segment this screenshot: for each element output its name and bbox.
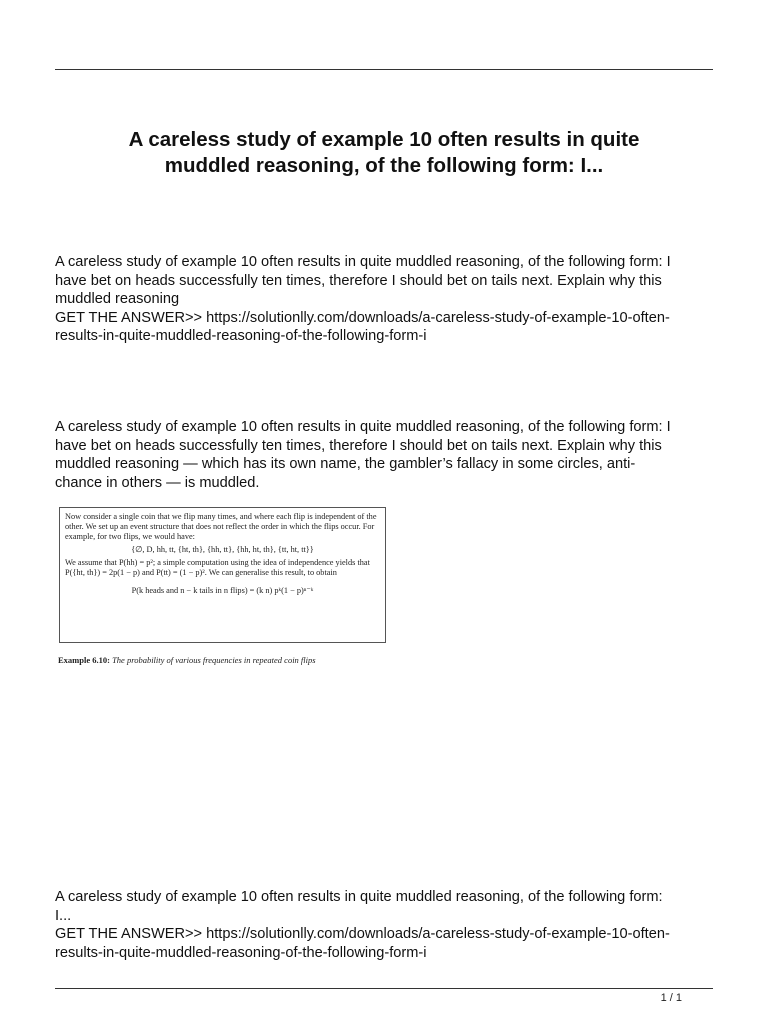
intro-paragraph: [55, 253, 715, 346]
caption-text: The probability of various frequencies in repeated coin flips: [112, 655, 316, 665]
answer-link-line[interactable]: results-in-quite-muddled-reasoning-of-the-following-form-i: [55, 328, 427, 344]
paragraph-line: muddled reasoning — which has its own name, the gambler’s fallacy in some circles, anti-: [55, 456, 636, 472]
caption-label: Example 6.10:: [58, 655, 110, 665]
header-rule: [55, 69, 713, 70]
footer-rule: [55, 988, 713, 989]
paragraph-line: chance in others — is muddled.: [55, 474, 260, 491]
title-line-2: muddled reasoning, of the following form: I...: [164, 154, 604, 177]
paragraph-line: I...: [55, 907, 72, 924]
figure-text: Now consider a single coin that we flip many times, and where each flip is independent of the other. We set up an event structure that does not reflect the order in which the flips occur. For example, for two flips, we would have:: [65, 512, 377, 541]
paragraph-line: A careless study of example 10 often results in quite muddled reasoning, of the following form:: [55, 889, 663, 905]
figure-formula: P(k heads and n − k tails in n flips) = (k n) pᵏ(1 − p)ⁿ⁻ᵏ: [131, 586, 314, 595]
example-figure: [59, 507, 386, 643]
figure-caption: [58, 655, 316, 665]
answer-link-line[interactable]: GET THE ANSWER>> https://solutionlly.com/downloads/a-careless-study-of-example-10-often-: [55, 926, 670, 942]
document-title: [55, 127, 713, 179]
figure-event-set: {∅, D, hh, tt, {ht, th}, {hh, tt}, {hh, ht, th}, {tt, ht, tt}}: [131, 545, 314, 554]
full-question-paragraph: [55, 418, 715, 492]
summary-paragraph: [55, 888, 715, 962]
answer-link-line[interactable]: results-in-quite-muddled-reasoning-of-the-following-form-i: [55, 944, 427, 961]
paragraph-line: A careless study of example 10 often results in quite muddled reasoning, of the following form: I: [55, 419, 671, 435]
paragraph-line: A careless study of example 10 often results in quite muddled reasoning, of the following form: I: [55, 254, 671, 270]
paragraph-line: have bet on heads successfully ten times, therefore I should bet on tails next. Explain why this: [55, 272, 662, 289]
paragraph-line: muddled reasoning: [55, 291, 180, 307]
title-line-1: A careless study of example 10 often results in quite: [128, 128, 640, 151]
page-number: 1 / 1: [660, 992, 682, 1004]
figure-text: We assume that P(hh) = p²; a simple computation using the idea of independence yields that P({ht, th}) = 2p(1 − p) and P(tt) = (1 − p)². We can generalise this result, to obtain: [65, 558, 370, 577]
paragraph-line: have bet on heads successfully ten times, therefore I should bet on tails next. Explain why this: [55, 437, 662, 454]
answer-link-line[interactable]: GET THE ANSWER>> https://solutionlly.com/downloads/a-careless-study-of-example-10-often-: [55, 309, 670, 326]
